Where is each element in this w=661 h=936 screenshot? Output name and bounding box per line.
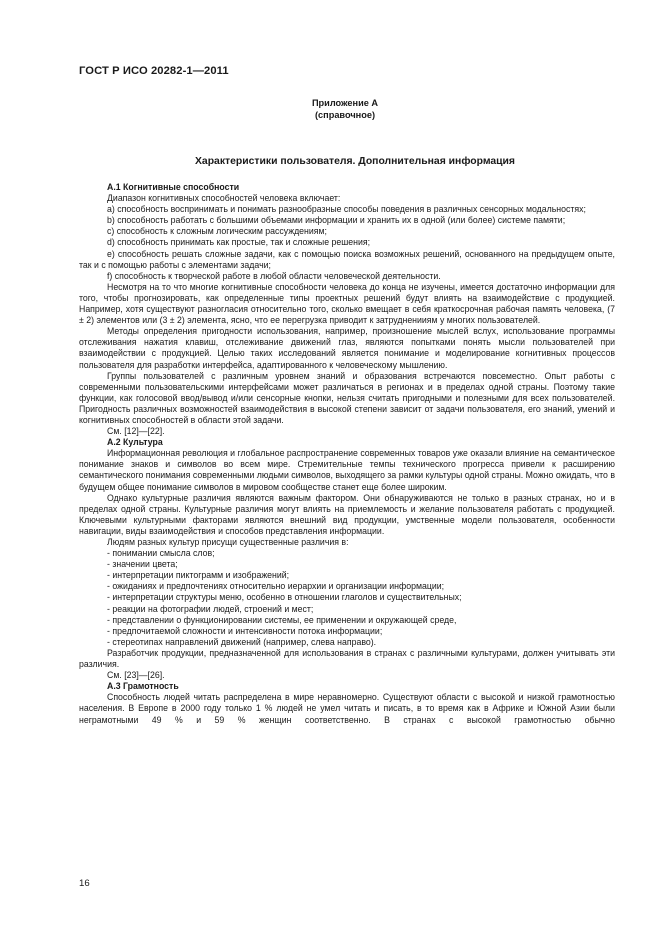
appendix-note: (справочное) bbox=[314, 110, 375, 120]
paragraph: Информационная революция и глобальное распространение современных товаров уже оказали влияние на семантическое понимание знаков и символов во всем мире. Стремительные темпы технического прогресса привели к расширению семантического понимания современными людьми символов, выходящего за рамки культуры одной страны. Можно ожидать, что в будущем общее понимание символов в мировом сообществе станет еще более широким. bbox=[79, 448, 615, 492]
paragraph: Методы определения пригодности использования, например, произношение мыслей вслух, использование программы отслеживания нажатия клавиш, отслеживание движений глаз, являются попытками понять мысли пользователей при взаимодействии с продукцией. Целью таких исследований является понимание и моделирование когнитивных процессов пользователя для разработки интерфейса, адаптированного к человеческому мышлению. bbox=[79, 326, 615, 370]
paragraph: - стереотипах направлений движений (например, слева направо). bbox=[107, 636, 377, 647]
paragraph: e) способность решать сложные задачи, как с помощью поиска возможных решений, основанного на предыдущем опыте, так и с помощью работы с элементами задачи; bbox=[79, 248, 615, 270]
paragraph: b) способность работать с большими объемами информации и хранить их в одной (или более) системе памяти; bbox=[107, 215, 566, 226]
paragraph: - предпочитаемой сложности и интенсивности потока информации; bbox=[107, 625, 383, 636]
paragraph: - представлении о функционировании системы, ее применении и окружающей среде, bbox=[107, 614, 457, 625]
body-text bbox=[79, 182, 615, 726]
paragraph: Способность людей читать распределена в мире неравномерно. Существуют области с высокой и низкой грамотностью населения. В Европе в 2000 году только 1 % людей не умел читать и писать, в то время как в Африке и Южной Азии были неграмотными 49 % и 59 % женщин соответственно. В странах с высокой грамотностью обычно bbox=[79, 692, 615, 725]
paragraph: - реакции на фотографии людей, строений и мест; bbox=[107, 603, 314, 614]
paragraph: - интерпретации пиктограмм и изображений; bbox=[107, 570, 290, 581]
page-number: 16 bbox=[79, 878, 90, 889]
paragraph: - ожиданиях и предпочтениях относительно иерархии и организации информации; bbox=[107, 581, 445, 592]
appendix-label: Приложение А bbox=[311, 98, 379, 108]
paragraph: a) способность воспринимать и понимать разнообразные способы поведения в различных сенсорных модальностях; bbox=[107, 204, 586, 215]
section-heading: А.2 Культура bbox=[107, 437, 163, 448]
paragraph: f) способность к творческой работе в любой области человеческой деятельности. bbox=[107, 270, 441, 281]
paragraph: Разработчик продукции, предназначенной для использования в странах с различными культурами, должен учитывать эти различия. bbox=[79, 647, 615, 670]
paragraph: См. [12]—[22]. bbox=[107, 426, 165, 437]
paragraph: - интерпретации структуры меню, особенно в отношении глаголов и существительных; bbox=[107, 592, 462, 603]
paragraph: Несмотря на то что многие когнитивные способности человека до конца не изучены, имеется достаточно информации для того, чтобы прогнозировать, как определенные типы проектных решений будут влиять на взаимодействие с продукцией. Например, хотя существуют разногласия относительно того, сколько вмещает в себя краткосрочная рабочая память человека, (7 ± 2) элементов или (3 ± 2) элемента, ясно, что ее перегрузка приводит к затрудненииям у многих пользователей. bbox=[79, 281, 615, 326]
section-heading: А.1 Когнитивные способности bbox=[107, 182, 240, 192]
paragraph: Людям разных культур присущи существенные различия в: bbox=[107, 537, 349, 547]
paragraph: - значении цвета; bbox=[107, 559, 178, 570]
section-heading: А.3 Грамотность bbox=[107, 681, 179, 692]
paragraph: См. [23]—[26]. bbox=[107, 670, 165, 681]
paragraph: c) способность к сложным логическим рассуждениям; bbox=[107, 226, 327, 237]
section-title: Характеристики пользователя. Дополнительная информация bbox=[194, 156, 515, 167]
paragraph: Диапазон когнитивных способностей человека включает: bbox=[107, 193, 341, 204]
document-header: ГОСТ Р ИСО 20282-1—2011 bbox=[79, 65, 229, 77]
paragraph: Однако культурные различия являются важным фактором. Они обнаруживаются не только в разных странах, но и в пределах одной страны. Культурные различия могут влиять на приемлемость и желание пользователя работать с продукцией. Ключевыми культурными факторами являются внешний вид продукции, умственные модели пользователя, особенности навигации, виды взаимодействия и способов представления информации. bbox=[79, 492, 615, 536]
paragraph: Группы пользователей с различным уровнем знаний и образования встречаются повсеместно. Опыт работы с современными пользовательскими интерфейсами может различаться в регионах и в пределах одной страны. Поэтому такие функции, как голосовой ввод/вывод и/или сенсорные кнопки, нельзя считать пригодными и полезными для всех пользователей. Пригодность различных возможностей взаимодействия в высокой степени зависит от задачи пользователя, его знаний, умений и когнитивных способностей в области этой задачи. bbox=[79, 370, 615, 425]
paragraph: d) способность принимать как простые, так и сложные решения; bbox=[107, 237, 371, 248]
paragraph: - понимании смысла слов; bbox=[107, 548, 215, 559]
